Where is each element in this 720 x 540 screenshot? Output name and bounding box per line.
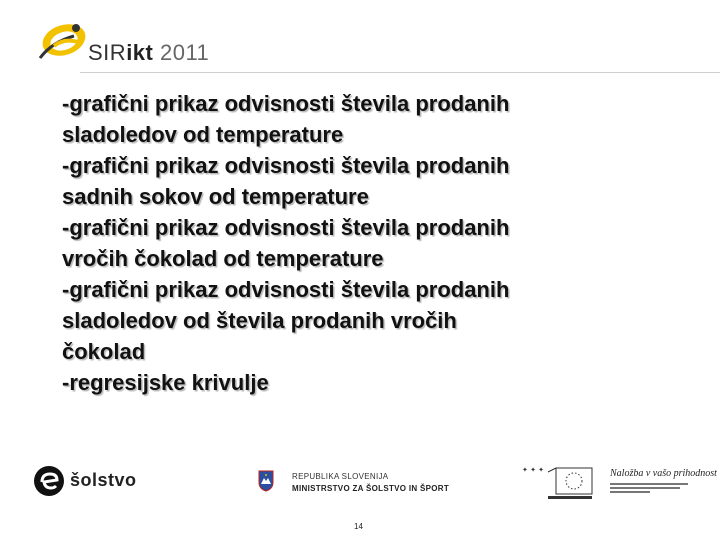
- slovenia-crest-icon: [258, 470, 274, 492]
- body-line: sladoledov od števila prodanih vročih: [62, 308, 457, 333]
- svg-text:✦ ✦ ✦: ✦ ✦ ✦: [522, 466, 545, 474]
- page-number: 14: [354, 522, 363, 531]
- body-line: -grafični prikaz odvisnosti števila prodanih: [62, 153, 510, 178]
- eu-tagline: Naložba v vašo prihodnost: [610, 468, 717, 479]
- body-line: sladoledov od temperature: [62, 122, 344, 147]
- brand-ikt: ikt: [126, 40, 154, 65]
- body-line: -grafični prikaz odvisnosti števila prodanih: [62, 91, 510, 116]
- body-line: -grafični prikaz odvisnosti števila prodanih: [62, 215, 510, 240]
- esolstvo-e-icon: [34, 466, 64, 496]
- brand-title: [88, 40, 209, 66]
- eu-funding-logo: [520, 462, 717, 508]
- eu-fineprint: [610, 482, 690, 495]
- body-line: -regresijske krivulje: [62, 370, 269, 395]
- esolstvo-label: šolstvo: [70, 470, 137, 490]
- body-line: sadnih sokov od temperature: [62, 184, 369, 209]
- esolstvo-logo: [34, 464, 154, 502]
- ministry-logo: [258, 470, 478, 500]
- body-line: -grafični prikaz odvisnosti števila prodanih: [62, 277, 510, 302]
- ministry-line1: REPUBLIKA SLOVENIJA: [292, 472, 389, 481]
- ministry-line2: MINISTRSTVO ZA ŠOLSTVO IN ŠPORT: [292, 484, 450, 493]
- body-line: čokolad: [62, 339, 146, 364]
- slide-body: [62, 88, 682, 398]
- header: [30, 10, 720, 72]
- eu-flag-icon: [520, 462, 606, 508]
- brand-sir: SIR: [88, 40, 127, 65]
- body-line: vročih čokolad od temperature: [62, 246, 384, 271]
- sirikt-swirl-logo-icon: [34, 18, 90, 66]
- brand-year: 2011: [153, 40, 210, 65]
- header-divider: [80, 72, 720, 73]
